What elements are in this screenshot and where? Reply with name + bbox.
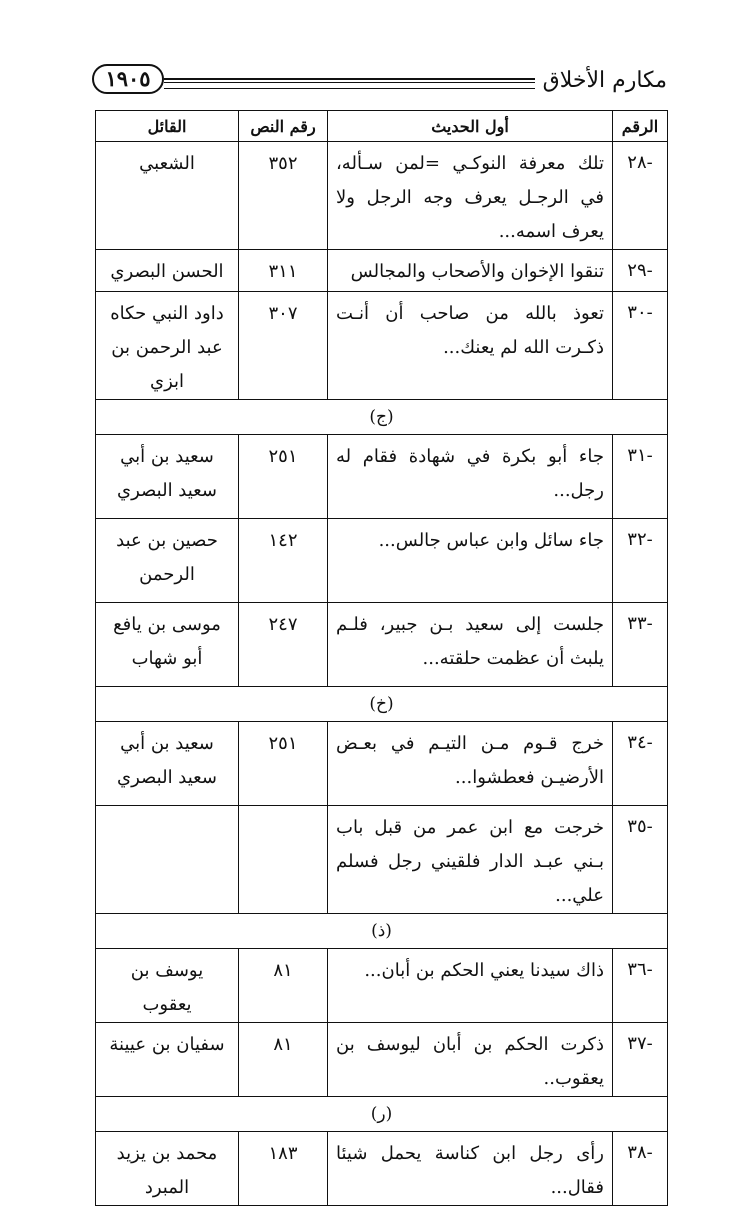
- hadith-text: تلك معرفة النوكـي =لمن سـأله، في الرجـل يعرف وجه الرجل ولا يعرف اسمه...: [328, 142, 613, 250]
- hadith-text: ذكرت الحكم بن أبان ليوسف بن يعقوب..: [328, 1023, 613, 1097]
- header-number: الرقم: [613, 111, 668, 142]
- row-number: -٣٣: [613, 603, 668, 687]
- table-row: [96, 435, 668, 519]
- running-title: مكارم الأخلاق: [542, 68, 667, 93]
- sayer-name: يوسف بن يعقوب: [96, 949, 239, 1023]
- table-header-row: [96, 111, 668, 142]
- hadith-text: رأى رجل ابن كناسة يحمل شيئا فقال...: [328, 1132, 613, 1206]
- reference-number: ١٤٢: [239, 519, 328, 603]
- sayer-name: سعيد بن أبي سعيد البصري: [96, 722, 239, 806]
- letter-section-row: [96, 914, 668, 949]
- hadith-text: جلست إلى سعيد بـن جبير، فلـم يلبث أن عظمت حلقته...: [328, 603, 613, 687]
- sayer-name: محمد بن يزيد المبرد: [96, 1132, 239, 1206]
- reference-number: ٢٥١: [239, 435, 328, 519]
- hadith-text: ذاك سيدنا يعني الحكم بن أبان...: [328, 949, 613, 1023]
- hadith-text: خرج قـوم مـن التيـم في بعـض الأرضيـن فعطشوا...: [328, 722, 613, 806]
- table-row: [96, 142, 668, 250]
- row-number: -٣٢: [613, 519, 668, 603]
- hadith-text: تعوذ بالله من صاحب أن أنـت ذكـرت الله لم يعنك...: [328, 292, 613, 400]
- row-number: -٢٩: [613, 250, 668, 292]
- table-row: [96, 292, 668, 400]
- sayer-name: سفيان بن عيينة: [96, 1023, 239, 1097]
- sayer-name: موسى بن يافع أبو شهاب: [96, 603, 239, 687]
- page-header: [92, 62, 667, 102]
- row-number: -٣٨: [613, 1132, 668, 1206]
- table-row: [96, 1132, 668, 1206]
- section-letter: (خ): [96, 687, 668, 722]
- hadith-text: جاء سائل وابن عباس جالس...: [328, 519, 613, 603]
- sayer-name: الحسن البصري: [96, 250, 239, 292]
- row-number: -٣٦: [613, 949, 668, 1023]
- header-rule: [164, 78, 535, 89]
- reference-number: [239, 806, 328, 914]
- section-letter: (ج): [96, 400, 668, 435]
- header-sayer: القائل: [96, 111, 239, 142]
- hadith-text: خرجت مع ابن عمر من قبل باب بـني عبـد الدار فلقيني رجل فسلم علي...: [328, 806, 613, 914]
- letter-section-row: [96, 400, 668, 435]
- reference-number: ٣٠٧: [239, 292, 328, 400]
- table-row: [96, 1023, 668, 1097]
- row-number: -٣٤: [613, 722, 668, 806]
- table-row: [96, 722, 668, 806]
- sayer-name: [96, 806, 239, 914]
- sayer-name: الشعبي: [96, 142, 239, 250]
- section-letter: (ر): [96, 1097, 668, 1132]
- reference-number: ٨١: [239, 949, 328, 1023]
- letter-section-row: [96, 687, 668, 722]
- row-number: -٣٥: [613, 806, 668, 914]
- letter-section-row: [96, 1097, 668, 1132]
- sayer-name: سعيد بن أبي سعيد البصري: [96, 435, 239, 519]
- row-number: -٣٠: [613, 292, 668, 400]
- reference-number: ٨١: [239, 1023, 328, 1097]
- table-row: [96, 519, 668, 603]
- reference-number: ٢٤٧: [239, 603, 328, 687]
- row-number: -٣١: [613, 435, 668, 519]
- hadith-text: تنقوا الإخوان والأصحاب والمجالس: [328, 250, 613, 292]
- header-ref: رقم النص: [239, 111, 328, 142]
- row-number: -٢٨: [613, 142, 668, 250]
- section-letter: (ذ): [96, 914, 668, 949]
- hadith-text: جاء أبو بكرة في شهادة فقام له رجل...: [328, 435, 613, 519]
- page-number: ١٩٠٥: [92, 64, 164, 94]
- row-number: -٣٧: [613, 1023, 668, 1097]
- table-row: [96, 250, 668, 292]
- sayer-name: حصين بن عبد الرحمن: [96, 519, 239, 603]
- table-row: [96, 603, 668, 687]
- reference-number: ٣١١: [239, 250, 328, 292]
- reference-number: ٢٥١: [239, 722, 328, 806]
- reference-number: ١٨٣: [239, 1132, 328, 1206]
- reference-number: ٣٥٢: [239, 142, 328, 250]
- table-row: [96, 806, 668, 914]
- hadith-index-table: [95, 110, 668, 1206]
- header-hadith: أول الحديث: [328, 111, 613, 142]
- table-row: [96, 949, 668, 1023]
- sayer-name: داود النبي حكاه عبد الرحمن بن ابزي: [96, 292, 239, 400]
